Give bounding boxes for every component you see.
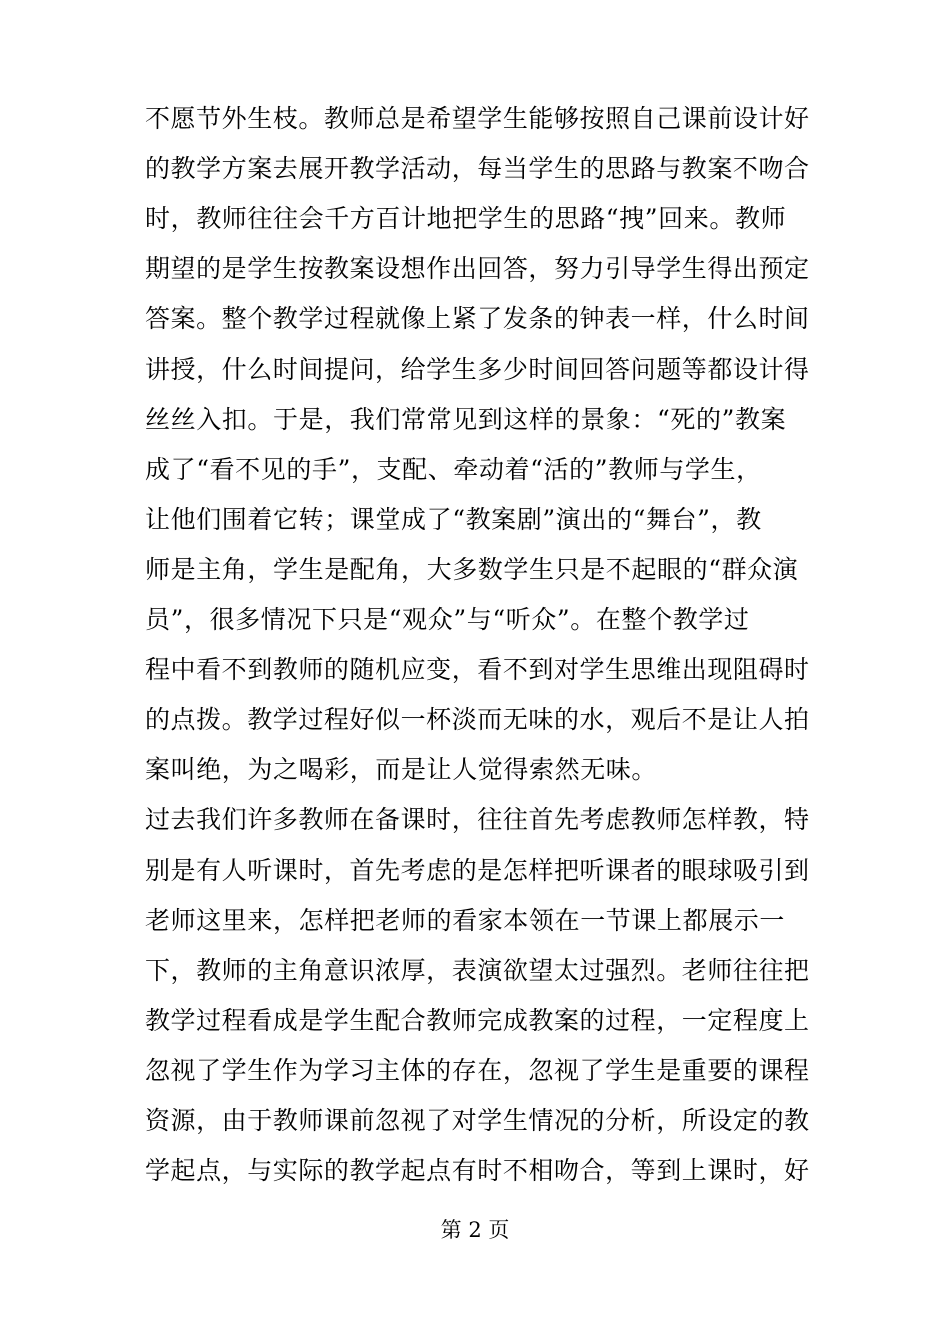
text-line: 答案。整个教学过程就像上紧了发条的钟表一样，什么时间 [145, 304, 810, 334]
text-line: 下，教师的主角意识浓厚，表演欲望太过强烈。老师往往把 [145, 955, 810, 985]
text-line: 学起点，与实际的教学起点有时不相吻合，等到上课时，好 [145, 1156, 810, 1186]
text-line: 过去我们许多教师在备课时，往往首先考虑教师怎样教，特 [145, 805, 810, 835]
text-line: 资源，由于教师课前忽视了对学生情况的分析，所设定的教 [145, 1106, 810, 1135]
text-line: 的教学方案去展开教学活动，每当学生的思路与教案不吻合 [145, 154, 810, 184]
text-line: 案叫绝，为之喝彩，而是让人觉得索然无味。 [145, 755, 658, 785]
text-line: 期望的是学生按教案设想作出回答，努力引导学生得出预定 [145, 254, 810, 284]
text-line: 的点拨。教学过程好似一杯淡而无味的水，观后不是让人拍 [145, 705, 810, 735]
text-line: 师是主角，学生是配角，大多数学生只是不起眼的“群众演 [145, 554, 799, 584]
text-line: 时，教师往往会千方百计地把学生的思路“拽”回来。教师 [145, 204, 787, 234]
text-line: 程中看不到教师的随机应变，看不到对学生思维出现阻碍时 [145, 655, 810, 685]
text-line: 不愿节外生枝。教师总是希望学生能够按照自己课前设计好 [145, 104, 810, 133]
page-number: 第 2 页 [440, 1218, 510, 1242]
text-line: 员”，很多情况下只是“观众”与“听众”。在整个教学过 [145, 605, 750, 634]
text-line: 忽视了学生作为学习主体的存在，忽视了学生是重要的课程 [145, 1055, 810, 1085]
text-line: 老师这里来，怎样把老师的看家本领在一节课上都展示一 [145, 905, 786, 935]
text-line: 成了“看不见的手”，支配、牵动着“活的”教师与学生， [145, 454, 762, 484]
text-line: 教学过程看成是学生配合教师完成教案的过程，一定程度上 [145, 1005, 810, 1035]
text-line: 讲授，什么时间提问，给学生多少时间回答问题等都设计得 [145, 354, 810, 384]
text-line: 让他们围着它转；课堂成了“教案剧”演出的“舞台”，教 [145, 504, 762, 534]
text-line: 丝丝入扣。于是，我们常常见到这样的景象：“死的”教案 [145, 404, 787, 434]
text-line: 别是有人听课时，首先考虑的是怎样把听课者的眼球吸引到 [145, 855, 810, 885]
